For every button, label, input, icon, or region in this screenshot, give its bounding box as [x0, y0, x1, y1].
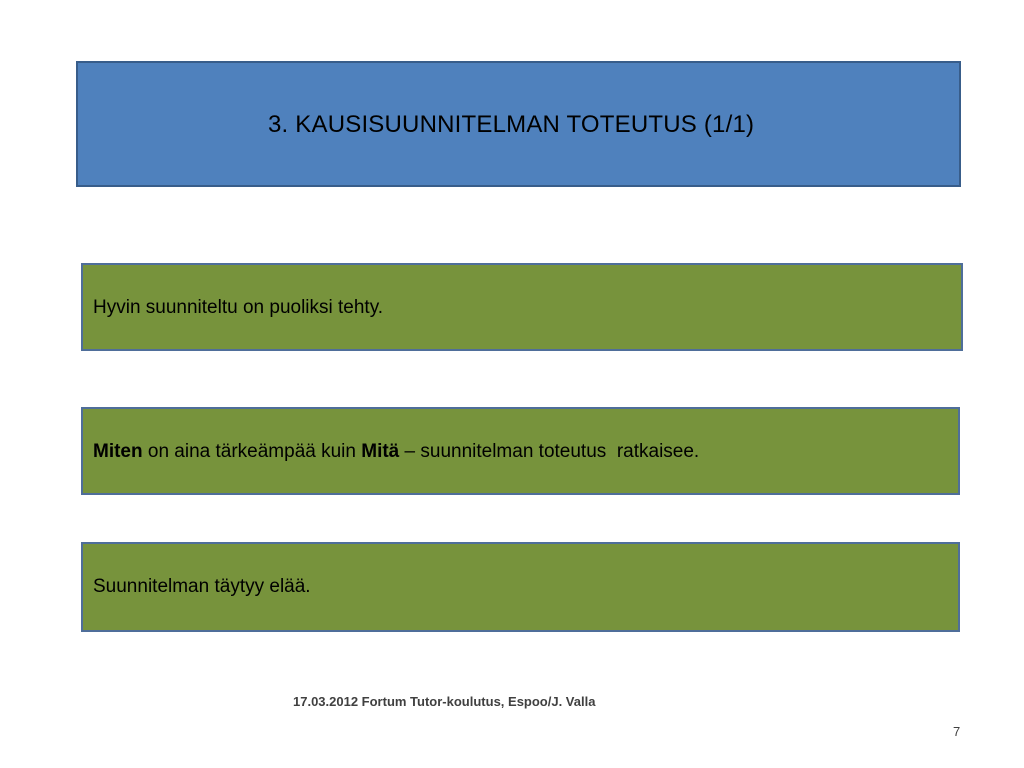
statement-part-4: – suunnitelman toteutus ratkaisee.: [399, 441, 700, 462]
statement-box-1: [81, 263, 963, 351]
statement-box-2: [81, 407, 960, 495]
statement-bold-miten: Miten: [93, 441, 143, 462]
statement-text-2: [93, 441, 699, 463]
statement-box-3: [81, 542, 960, 632]
page-number: 7: [953, 724, 961, 739]
slide-footer: 17.03.2012 Fortum Tutor-koulutus, Espoo/J. Valla: [293, 694, 596, 709]
slide-title: 3. KAUSISUUNNITELMAN TOTEUTUS (1/1): [268, 111, 755, 138]
title-box: [76, 61, 961, 187]
statement-part-2: on aina tärkeämpää kuin: [142, 441, 362, 462]
statement-bold-mita: Mitä: [361, 441, 400, 462]
statement-text-1: Hyvin suunniteltu on puoliksi tehty.: [93, 297, 384, 318]
statement-text-3: Suunnitelman täytyy elää.: [93, 576, 311, 597]
